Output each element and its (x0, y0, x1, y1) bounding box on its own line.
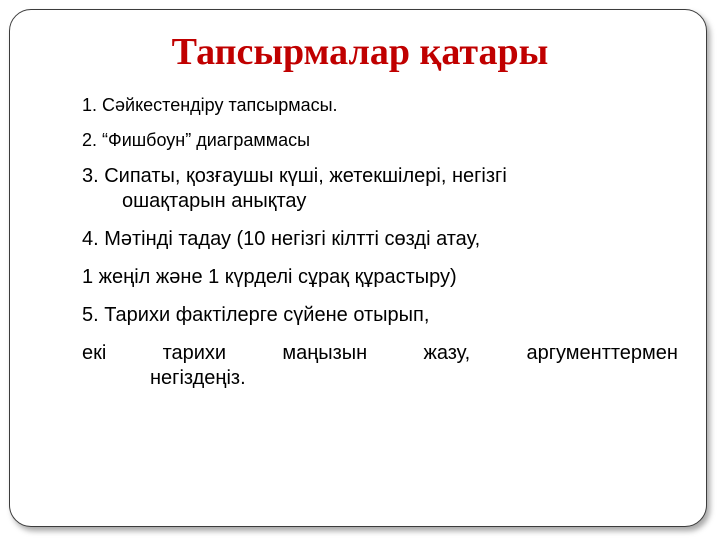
list-item: 5. Тарихи фактілерге сүйене отырып, (82, 304, 430, 326)
justified-line (82, 341, 678, 366)
list-item-line: 3. Сипаты, қозғаушы күші, жетекшілері, негізгі (82, 165, 507, 187)
list-item (82, 341, 678, 391)
list-item-continuation: ошақтарын анықтау (122, 190, 307, 212)
slide-title: Тапсырмалар қатары (171, 31, 549, 73)
word: жазу, (423, 342, 471, 364)
list-item: 1 жеңіл және 1 күрделі сұрақ құрастыру) (82, 266, 457, 288)
list-item-continuation: негіздеңіз. (150, 367, 246, 389)
list-item: 1. Сәйкестендіру тапсырмасы. (82, 95, 338, 115)
list-item: 4. Мәтінді тадау (10 негізгі кілтті сөзді атау, (82, 228, 481, 250)
word: аргументтермен (526, 342, 678, 364)
list-item: 2. “Фишбоун” диаграммасы (82, 130, 311, 150)
list-item (82, 164, 678, 214)
word: маңызын (282, 342, 368, 364)
word: екі (82, 342, 107, 364)
word: тарихи (162, 342, 227, 364)
task-list (82, 94, 678, 391)
